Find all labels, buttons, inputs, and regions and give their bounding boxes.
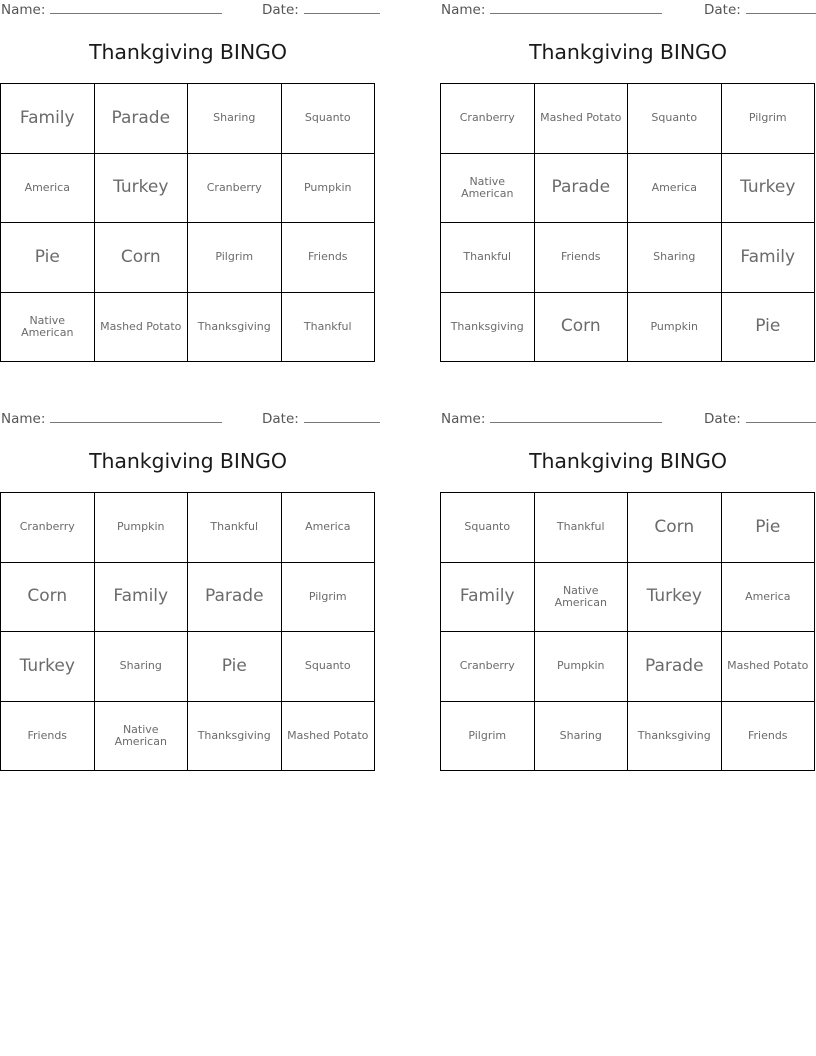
date-field-group bbox=[704, 2, 816, 18]
name-field-group bbox=[441, 411, 662, 427]
card-title: Thankgiving BINGO bbox=[89, 449, 287, 473]
name-date-row bbox=[0, 409, 376, 431]
bingo-cell[interactable]: Friends bbox=[535, 223, 629, 293]
name-label: Name: bbox=[1, 411, 46, 427]
bingo-card-3 bbox=[0, 409, 376, 748]
bingo-cell[interactable]: Native American bbox=[95, 702, 189, 772]
bingo-cell[interactable]: Friends bbox=[1, 702, 95, 772]
date-label: Date: bbox=[262, 411, 299, 427]
bingo-cell[interactable]: Corn bbox=[95, 223, 189, 293]
bingo-card-1 bbox=[0, 0, 376, 339]
name-input-line[interactable] bbox=[50, 2, 222, 14]
bingo-cell[interactable]: America bbox=[722, 563, 816, 633]
bingo-cell[interactable]: Sharing bbox=[95, 632, 189, 702]
bingo-cell[interactable]: Cranberry bbox=[441, 632, 535, 702]
bingo-cell[interactable]: Squanto bbox=[282, 632, 376, 702]
name-date-row bbox=[440, 0, 816, 22]
bingo-card-4 bbox=[440, 409, 816, 742]
bingo-card-2 bbox=[440, 0, 816, 337]
bingo-cell[interactable]: Thankful bbox=[535, 493, 629, 563]
bingo-cell[interactable]: Parade bbox=[188, 563, 282, 633]
bingo-cell[interactable]: Thankful bbox=[188, 493, 282, 563]
date-input-line[interactable] bbox=[304, 411, 380, 423]
bingo-cell[interactable]: Parade bbox=[535, 154, 629, 224]
bingo-grid bbox=[0, 83, 375, 362]
card-title: Thankgiving BINGO bbox=[529, 449, 727, 473]
name-date-row bbox=[440, 409, 816, 431]
bingo-cell[interactable]: Squanto bbox=[441, 493, 535, 563]
bingo-cell[interactable]: Sharing bbox=[535, 702, 629, 772]
bingo-cell[interactable]: Mashed Potato bbox=[722, 632, 816, 702]
bingo-cell[interactable]: Thanksgiving bbox=[188, 293, 282, 363]
bingo-cell[interactable]: Native American bbox=[535, 563, 629, 633]
bingo-cell[interactable]: Family bbox=[441, 563, 535, 633]
bingo-cell[interactable]: Mashed Potato bbox=[95, 293, 189, 363]
name-input-line[interactable] bbox=[490, 411, 662, 423]
bingo-cell[interactable]: Mashed Potato bbox=[535, 84, 629, 154]
name-label: Name: bbox=[441, 2, 486, 18]
bingo-cell[interactable]: Turkey bbox=[722, 154, 816, 224]
bingo-cell[interactable]: Family bbox=[722, 223, 816, 293]
name-field-group bbox=[1, 2, 222, 18]
date-field-group bbox=[262, 411, 380, 427]
bingo-cell[interactable]: Family bbox=[1, 84, 95, 154]
date-input-line[interactable] bbox=[746, 411, 816, 423]
bingo-cell[interactable]: Thankful bbox=[441, 223, 535, 293]
bingo-cell[interactable]: Pilgrim bbox=[188, 223, 282, 293]
bingo-cell[interactable]: Thanksgiving bbox=[628, 702, 722, 772]
bingo-cell[interactable]: Pilgrim bbox=[282, 563, 376, 633]
bingo-cell[interactable]: Pilgrim bbox=[722, 84, 816, 154]
bingo-cell[interactable]: Mashed Potato bbox=[282, 702, 376, 772]
bingo-cell[interactable]: Turkey bbox=[1, 632, 95, 702]
date-label: Date: bbox=[704, 2, 741, 18]
bingo-cell[interactable]: Sharing bbox=[188, 84, 282, 154]
bingo-cell[interactable]: Corn bbox=[628, 493, 722, 563]
card-title: Thankgiving BINGO bbox=[89, 40, 287, 64]
bingo-cell[interactable]: Pie bbox=[722, 493, 816, 563]
bingo-cell[interactable]: America bbox=[282, 493, 376, 563]
bingo-cell[interactable]: Pumpkin bbox=[535, 632, 629, 702]
bingo-cell[interactable]: Thanksgiving bbox=[441, 293, 535, 363]
bingo-cell[interactable]: Cranberry bbox=[441, 84, 535, 154]
bingo-cell[interactable]: Squanto bbox=[628, 84, 722, 154]
bingo-grid bbox=[440, 83, 815, 362]
bingo-cell[interactable]: Pie bbox=[722, 293, 816, 363]
date-label: Date: bbox=[704, 411, 741, 427]
bingo-cell[interactable]: Friends bbox=[282, 223, 376, 293]
bingo-cell[interactable]: Thankful bbox=[282, 293, 376, 363]
bingo-cell[interactable]: Sharing bbox=[628, 223, 722, 293]
bingo-cell[interactable]: Pumpkin bbox=[95, 493, 189, 563]
bingo-cell[interactable]: Pilgrim bbox=[441, 702, 535, 772]
date-field-group bbox=[704, 411, 816, 427]
bingo-cell[interactable]: Parade bbox=[628, 632, 722, 702]
bingo-grid bbox=[0, 492, 375, 771]
bingo-grid bbox=[440, 492, 815, 771]
bingo-cell[interactable]: Squanto bbox=[282, 84, 376, 154]
bingo-cell[interactable]: Family bbox=[95, 563, 189, 633]
bingo-cell[interactable]: Native American bbox=[441, 154, 535, 224]
bingo-cell[interactable]: Turkey bbox=[95, 154, 189, 224]
bingo-cell[interactable]: Parade bbox=[95, 84, 189, 154]
bingo-cell[interactable]: America bbox=[1, 154, 95, 224]
name-label: Name: bbox=[1, 2, 46, 18]
bingo-cell[interactable]: Native American bbox=[1, 293, 95, 363]
name-date-row bbox=[0, 0, 376, 22]
bingo-cell[interactable]: Pie bbox=[1, 223, 95, 293]
bingo-cell[interactable]: Friends bbox=[722, 702, 816, 772]
bingo-cell[interactable]: Turkey bbox=[628, 563, 722, 633]
name-field-group bbox=[441, 2, 662, 18]
bingo-cell[interactable]: Cranberry bbox=[188, 154, 282, 224]
bingo-cell[interactable]: Corn bbox=[1, 563, 95, 633]
bingo-cell[interactable]: Cranberry bbox=[1, 493, 95, 563]
name-field-group bbox=[1, 411, 222, 427]
bingo-cell[interactable]: Pie bbox=[188, 632, 282, 702]
bingo-cell[interactable]: Pumpkin bbox=[282, 154, 376, 224]
name-input-line[interactable] bbox=[50, 411, 222, 423]
bingo-cell[interactable]: America bbox=[628, 154, 722, 224]
date-input-line[interactable] bbox=[304, 2, 380, 14]
name-label: Name: bbox=[441, 411, 486, 427]
date-input-line[interactable] bbox=[746, 2, 816, 14]
date-field-group bbox=[262, 2, 380, 18]
bingo-cell[interactable]: Corn bbox=[535, 293, 629, 363]
card-title: Thankgiving BINGO bbox=[529, 40, 727, 64]
bingo-cell[interactable]: Thanksgiving bbox=[188, 702, 282, 772]
date-label: Date: bbox=[262, 2, 299, 18]
bingo-cell[interactable]: Pumpkin bbox=[628, 293, 722, 363]
name-input-line[interactable] bbox=[490, 2, 662, 14]
